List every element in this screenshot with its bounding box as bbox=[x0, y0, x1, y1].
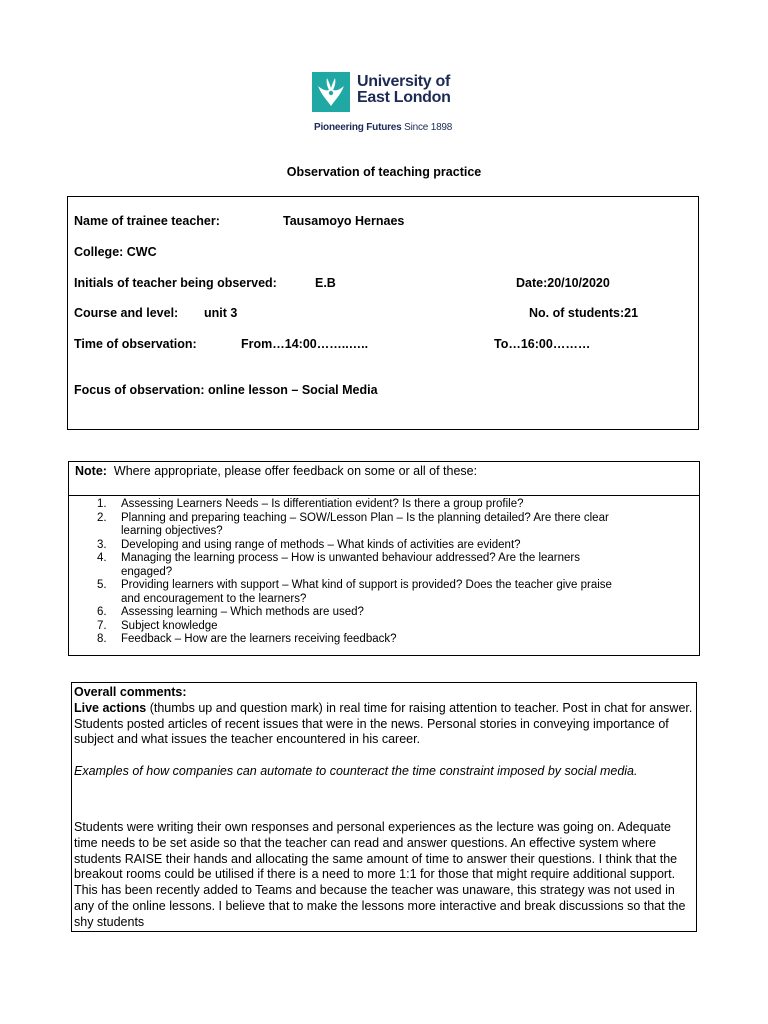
time-from: From…14:00……..….. bbox=[241, 337, 369, 351]
course-value: unit 3 bbox=[204, 306, 238, 320]
live-actions-text: (thumbs up and question mark) in real time for raising attention to teacher. Post in chat for answer. Students posted articles of recent issues that were in the news. Personal stories in conveying importance of subject and what issues the teacher encountered in his career. bbox=[74, 700, 693, 747]
item-text: Assessing Learners Needs – Is differentiation evident? Is there a group profile? bbox=[121, 498, 524, 510]
list-item bbox=[93, 498, 683, 512]
note-box bbox=[68, 461, 700, 496]
university-logo bbox=[312, 70, 472, 136]
item-text: Assessing learning – Which methods are used? bbox=[121, 606, 364, 618]
initials-value: E.B bbox=[315, 276, 336, 290]
students-field: No. of students:21 bbox=[529, 306, 639, 320]
item-text: Feedback – How are the learners receiving feedback? bbox=[121, 633, 397, 645]
trainee-value: Tausamoyo Hernaes bbox=[283, 214, 405, 228]
list-item bbox=[93, 539, 683, 553]
focus-field: Focus of observation: online lesson – Social Media bbox=[74, 383, 378, 397]
college-field: College: CWC bbox=[74, 245, 157, 259]
tagline-rest: Since 1898 bbox=[401, 122, 453, 133]
university-name bbox=[357, 74, 451, 106]
overall-comments-box bbox=[71, 682, 697, 932]
item-text: Planning and preparing teaching – SOW/Lesson Plan – Is the planning detailed? Are there clear bbox=[121, 511, 609, 524]
item-number: 2. bbox=[97, 511, 107, 524]
trainee-label: Name of trainee teacher: bbox=[74, 214, 220, 228]
list-item bbox=[93, 512, 683, 539]
item-text: Developing and using range of methods – What kinds of activities are evident? bbox=[121, 538, 521, 551]
university-name-line1: University of bbox=[357, 73, 451, 90]
initials-label: Initials of teacher being observed: bbox=[74, 276, 277, 290]
university-name-line2: East London bbox=[357, 89, 451, 106]
list-item bbox=[93, 633, 683, 647]
phoenix-logo-icon bbox=[312, 72, 350, 112]
automation-example: Examples of how companies can automate to counteract the time constraint imposed by social media. bbox=[74, 764, 638, 779]
comments-heading-text: Overall comments: bbox=[74, 685, 187, 699]
criteria-list bbox=[93, 498, 683, 647]
date-field: Date:20/10/2020 bbox=[516, 276, 610, 290]
item-number: 8. bbox=[97, 633, 107, 645]
live-actions-paragraph bbox=[74, 701, 694, 748]
item-number: 7. bbox=[97, 619, 107, 632]
item-text-continued: and encouragement to the learners? bbox=[121, 592, 307, 605]
list-item bbox=[93, 620, 683, 634]
item-number: 5. bbox=[97, 579, 107, 591]
time-to: To…16:00……… bbox=[494, 337, 591, 351]
note-label: Note: bbox=[75, 464, 107, 478]
time-label: Time of observation: bbox=[74, 337, 197, 351]
item-number: 1. bbox=[97, 498, 107, 510]
comments-heading bbox=[74, 685, 694, 701]
course-label: Course and level: bbox=[74, 306, 179, 320]
comments-paragraph: Students were writing their own responses and personal experiences as the lecture was going on. Adequate time needs to be set aside so that the teacher can read and answer questions. An effective system where students RAISE their hands and allocating the same amount of time to answer their questions. I think that the breakout rooms could be utilised if there is a need to more 1:1 for those that might require additional support. This has been recently added to Teams and because the teacher was unaware, this strategy was not used in any of the online lessons. I believe that to make the lessons more interactive and break discussions so that the shy students bbox=[74, 819, 686, 929]
note-text: Where appropriate, please offer feedback on some or all of these: bbox=[113, 464, 478, 478]
item-text-continued: learning objectives? bbox=[121, 525, 223, 537]
list-item bbox=[93, 552, 683, 579]
item-text: Subject knowledge bbox=[121, 619, 218, 632]
item-number: 3. bbox=[97, 538, 107, 551]
item-number: 6. bbox=[97, 606, 107, 618]
tagline-bold: Pioneering Futures bbox=[314, 122, 402, 133]
item-text: Managing the learning process – How is unwanted behaviour addressed? Are the learners bbox=[121, 552, 581, 564]
live-actions-label: Live actions bbox=[74, 700, 147, 715]
list-item bbox=[93, 579, 683, 606]
list-item bbox=[93, 606, 683, 620]
item-text: Providing learners with support – What kind of support is provided? Does the teacher give praise bbox=[121, 579, 612, 591]
item-number: 4. bbox=[97, 552, 107, 564]
criteria-list-box bbox=[68, 495, 700, 656]
logo-tagline bbox=[314, 122, 452, 133]
item-text-continued: engaged? bbox=[121, 565, 173, 578]
document-title: Observation of teaching practice bbox=[286, 165, 482, 179]
